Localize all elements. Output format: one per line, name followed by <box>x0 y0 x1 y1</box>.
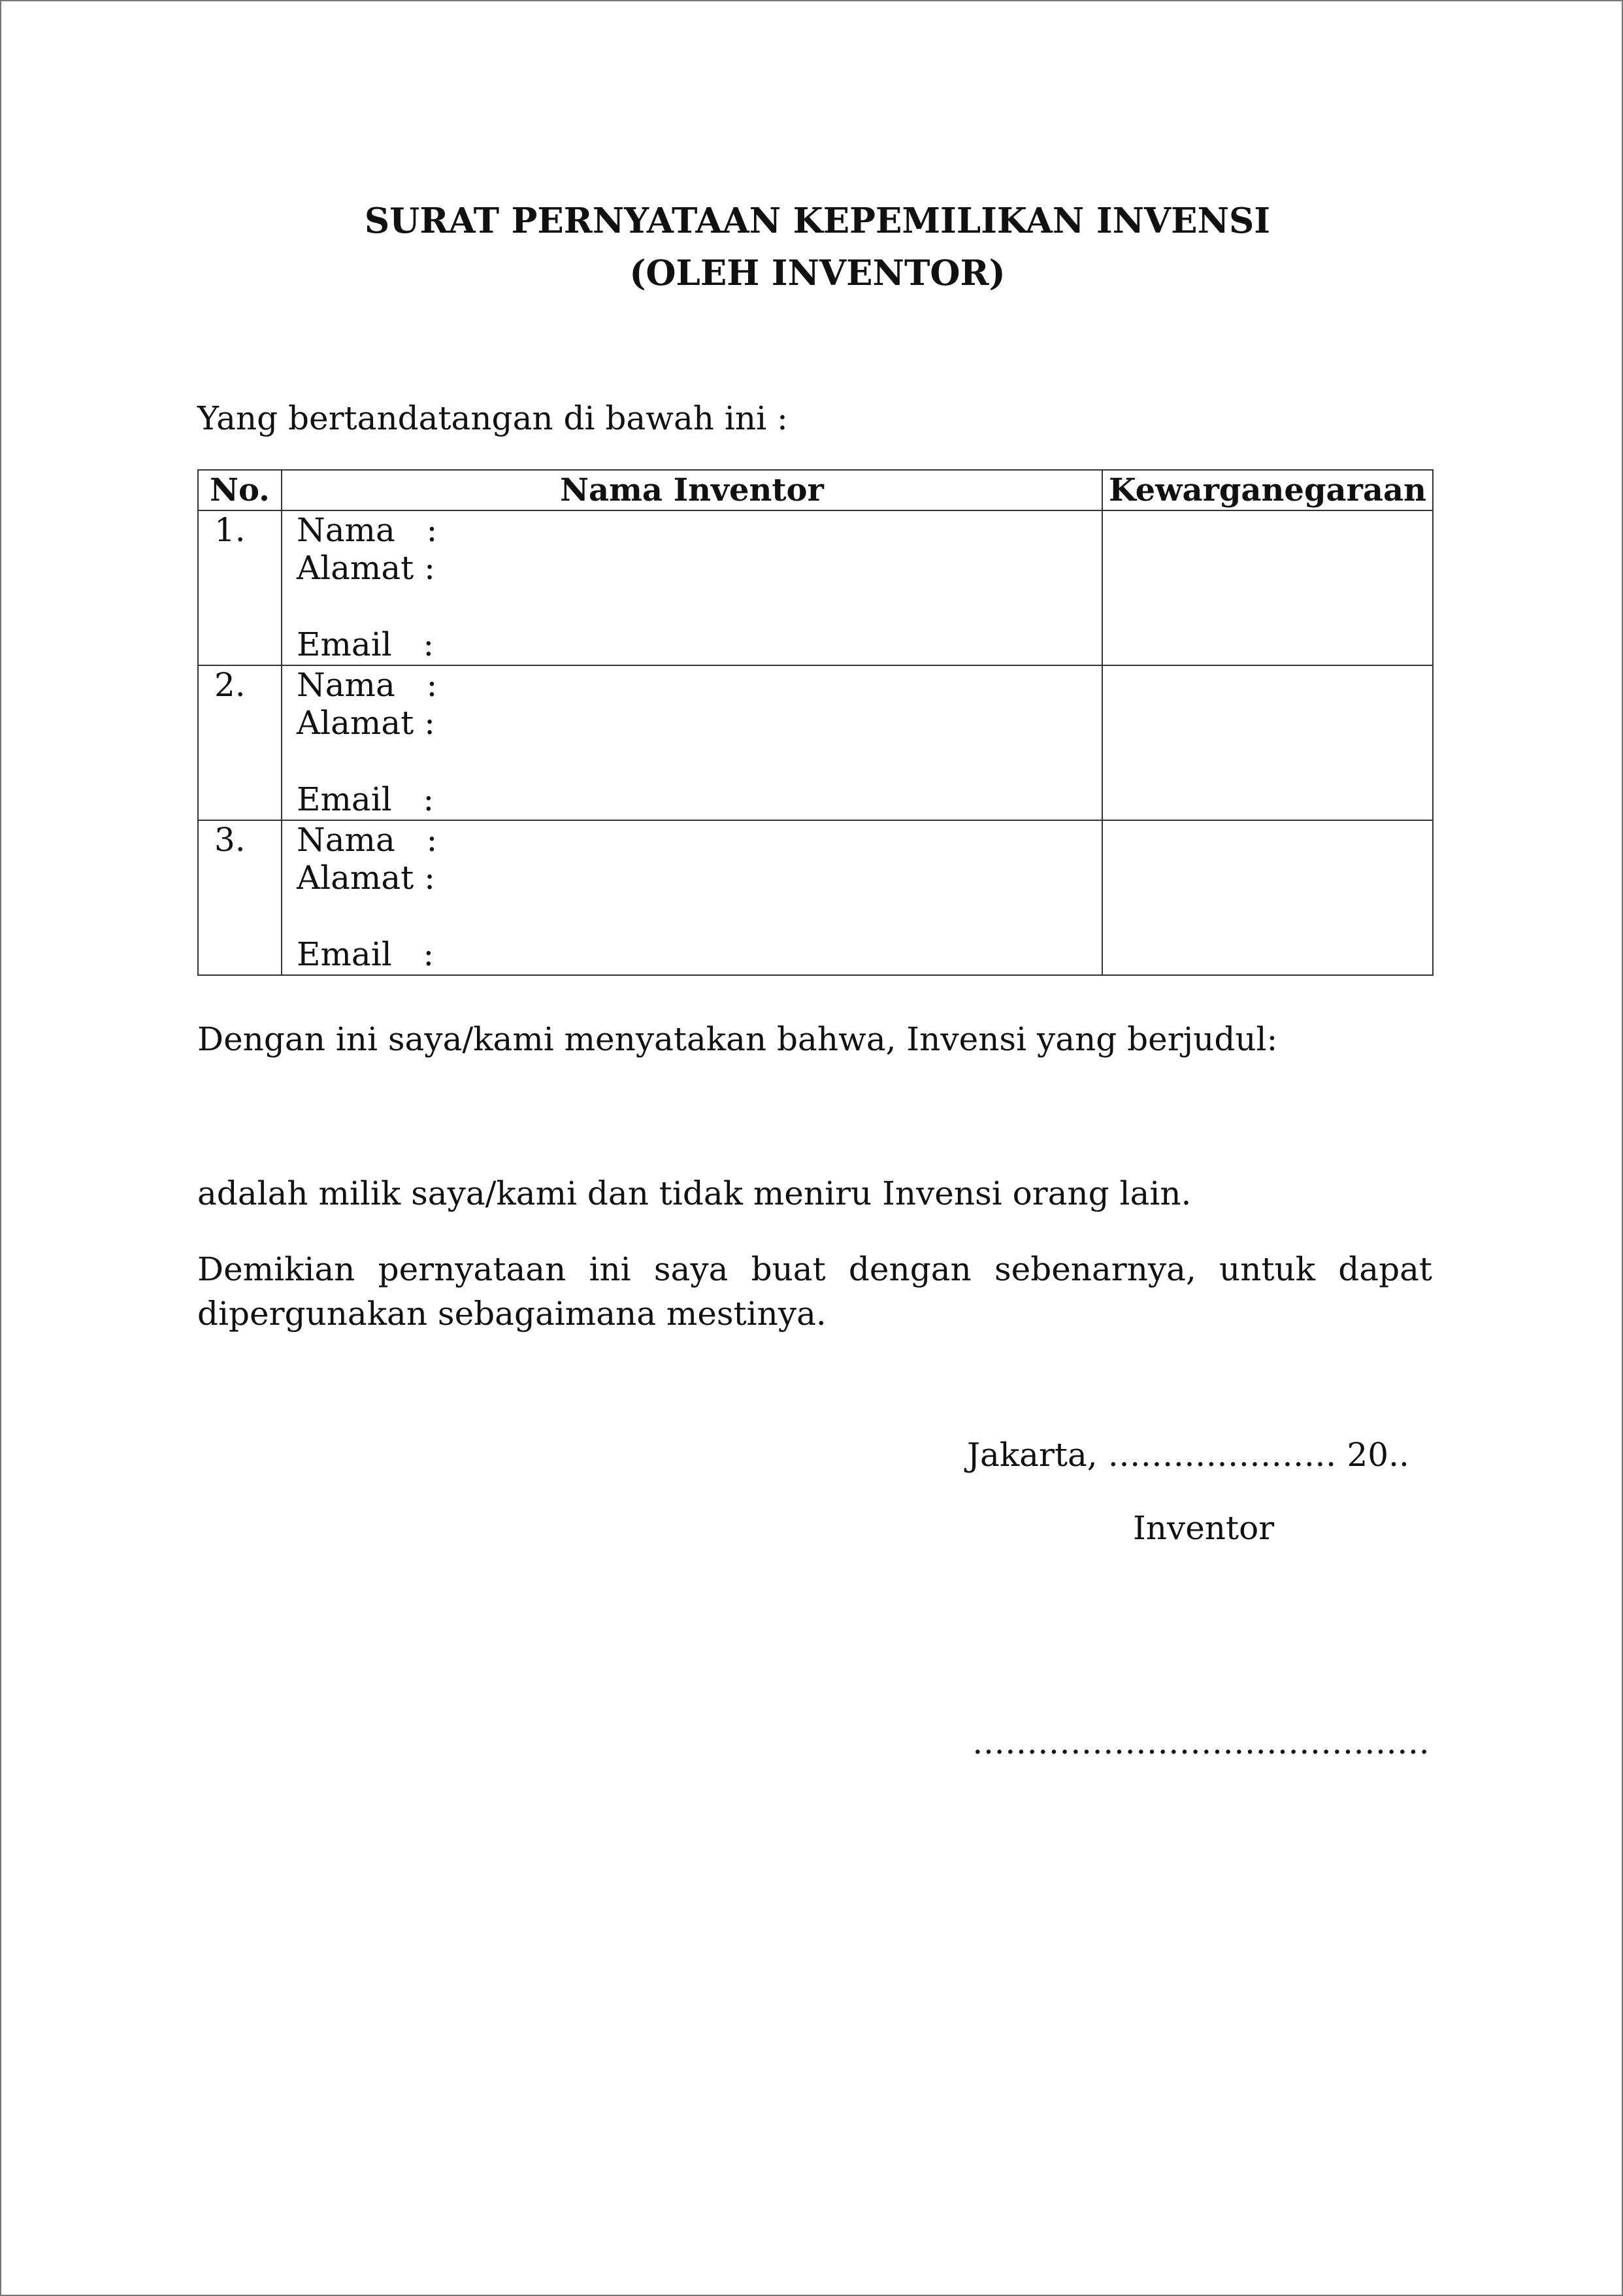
row-number: 1. <box>198 510 282 665</box>
nama-label: Nama : <box>297 821 438 859</box>
document-title: SURAT PERNYATAAN KEPEMILIKAN INVENSI <box>364 201 1271 241</box>
inventor-details-cell[interactable] <box>282 510 1102 665</box>
alamat-label: Alamat : <box>297 704 435 742</box>
citizenship-cell[interactable] <box>1102 510 1433 665</box>
signature-role: Inventor <box>1133 1509 1275 1547</box>
address-blank-line <box>297 587 1102 625</box>
nama-label: Nama : <box>297 511 438 549</box>
citizenship-cell[interactable] <box>1102 665 1433 820</box>
email-label: Email : <box>297 625 434 663</box>
statement-text: Dengan ini saya/kami menyatakan bahwa, Invensi yang berjudul: <box>197 1020 1278 1058</box>
inventor-details-cell[interactable] <box>282 665 1102 820</box>
address-blank-line <box>297 897 1102 935</box>
header-citizenship: Kewarganegaraan <box>1102 470 1433 510</box>
table-row <box>198 510 1433 665</box>
alamat-label: Alamat : <box>297 859 435 897</box>
table-row <box>198 665 1433 820</box>
alamat-label: Alamat : <box>297 549 435 587</box>
email-label: Email : <box>297 935 434 973</box>
row-number: 2. <box>198 665 282 820</box>
ownership-text: adalah milik saya/kami dan tidak meniru Invensi orang lain. <box>197 1174 1192 1212</box>
row-number: 3. <box>198 820 282 975</box>
header-no: No. <box>198 470 282 510</box>
signature-name-line: …………………………………… <box>972 1723 1430 1761</box>
header-inventor-name: Nama Inventor <box>282 470 1102 510</box>
document-subtitle: (OLEH INVENTOR) <box>629 253 1006 293</box>
citizenship-cell[interactable] <box>1102 820 1433 975</box>
inventor-table <box>197 469 1434 976</box>
intro-text: Yang bertandatangan di bawah ini : <box>197 399 788 437</box>
table-row <box>198 820 1433 975</box>
table-header-row <box>198 470 1433 510</box>
address-blank-line <box>297 742 1102 780</box>
inventor-details-cell[interactable] <box>282 820 1102 975</box>
email-label: Email : <box>297 780 434 818</box>
signature-place-date: Jakarta, ………………… 20.. <box>967 1436 1409 1474</box>
closing-text: Demikian pernyataan ini saya buat dengan sebenarnya, untuk dapat dipergunakan sebagaimana mestinya. <box>197 1250 1432 1333</box>
nama-label: Nama : <box>297 666 438 704</box>
